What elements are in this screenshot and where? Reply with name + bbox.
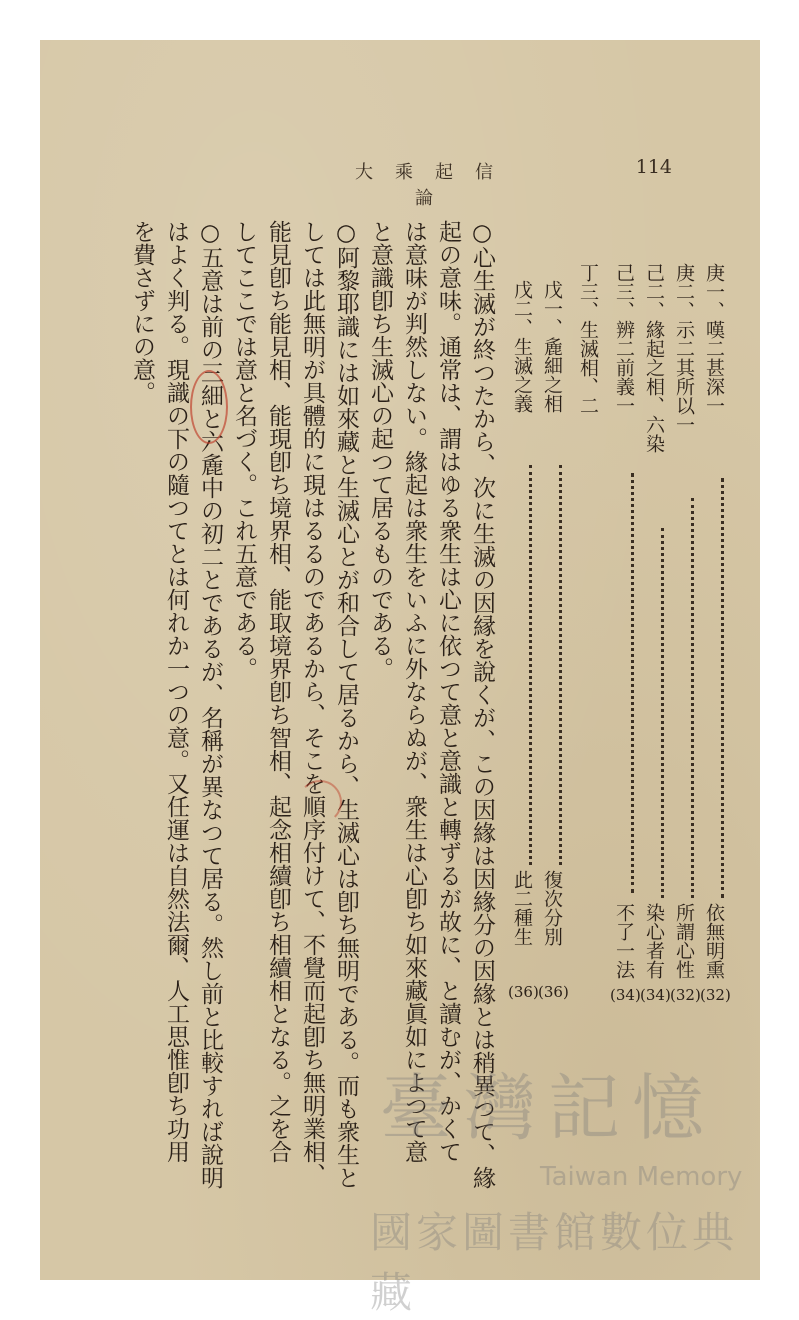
toc-entry-reference: (34) (640, 986, 671, 1004)
toc-entry (670, 263, 701, 1023)
toc-leader-dots (701, 478, 724, 898)
body-line: は意味が判然しない。緣起は衆生をいふに外ならぬが、衆生は心卽ち如來藏眞如によつて意 (401, 220, 427, 1163)
toc-entry-start-text: 依無明熏 (703, 903, 725, 979)
body-line: ○阿黎耶識には如來藏と生滅心とが和合して居るから、生滅心は卽ち無明である。而も衆生と (333, 220, 359, 1189)
red-arc-mark (298, 780, 342, 824)
body-line: しては此無明が具體的に現はるるのであるから、そこを順序付けて、不覺而起卽ち無明業相、 (299, 220, 325, 1186)
body-line: はよく判る。現識の下の隨つてとは何れか一つの意。又任運は自然法爾、人工思惟卽ち功用 (163, 220, 189, 1163)
toc-entry (508, 280, 539, 1020)
book-page (40, 40, 760, 1317)
red-circle-mark (190, 370, 228, 444)
watermark-chinese-text: 國家圖書館數位典藏 (370, 1208, 739, 1317)
toc-entry (610, 263, 641, 1023)
running-title: 大乘起信論 (355, 162, 515, 209)
toc-entry-heading: 戊一、麁細之相 (541, 280, 563, 413)
toc-entry-reference: (36) (508, 983, 539, 1001)
toc-entry (538, 280, 569, 1020)
body-line: と意識卽ち生滅心の起つて居るものである。 (367, 220, 393, 680)
toc-entry-reference: (36) (538, 983, 569, 1001)
toc-entry-heading: 己二、緣起之相、六染 (643, 263, 665, 453)
toc-entry-start-text: 此二種生 (511, 870, 533, 946)
toc-entry-reference: (32) (670, 986, 701, 1004)
toc-entry-reference: (34) (610, 986, 641, 1004)
toc-entry-heading: 己三、辨二前義一 (613, 263, 635, 415)
toc-entry-heading: 丁三、生滅相、二 (577, 263, 599, 415)
toc-leader-dots (539, 465, 562, 865)
toc-entry-heading: 庚二、示二其所以一 (673, 263, 695, 434)
taiwan-memory-watermark (340, 1050, 780, 1317)
toc-entry-start-text: 復次分別 (541, 870, 563, 946)
body-line: ○心生滅が終つたから、次に生滅の因縁を說くが、この因緣は因緣分の因緣とは稍異つて、緣 (469, 220, 495, 1189)
body-line: 能見卽ち能見相、能現卽ち境界相、能取境界卽ち智相、起念相續卽ち相續相となる。之を合 (265, 220, 291, 1163)
body-line: 起の意味。通常は、謂はゆる衆生は心に依つて意と意識と轉ずるが故に、と讀むが、かくて (435, 220, 461, 1163)
toc-entry (700, 263, 731, 1023)
toc-entry-start-text: 所謂心性 (673, 903, 695, 979)
watermark-english-text: Taiwan Memory (540, 1162, 743, 1192)
toc-entry (640, 263, 671, 1023)
watermark-logo: 臺灣記憶 (380, 1066, 717, 1150)
toc-entry-reference: (32) (700, 986, 731, 1004)
body-line: してここでは意と名づく。これ五意である。 (231, 220, 257, 680)
toc-entry-start-text: 染心者有 (643, 903, 665, 979)
toc-leader-dots (611, 473, 634, 893)
body-line: を費さずにの意。 (129, 220, 155, 404)
toc-entry-heading: 戊二、生滅之義 (511, 280, 533, 413)
page-number: 114 (635, 156, 672, 178)
toc-leader-dots (509, 465, 532, 865)
toc-leader-dots (671, 498, 694, 898)
toc-leader-dots (641, 528, 664, 898)
toc-entry (574, 263, 600, 563)
body-line: ○五意は前の三細と六麁中の初二とであるが、名稱が異なつて居る。然し前と比較すれば說明 (197, 220, 223, 1189)
toc-entry-heading: 庚一、嘆二甚深一 (703, 263, 725, 415)
toc-entry-start-text: 不了一法 (613, 903, 635, 979)
